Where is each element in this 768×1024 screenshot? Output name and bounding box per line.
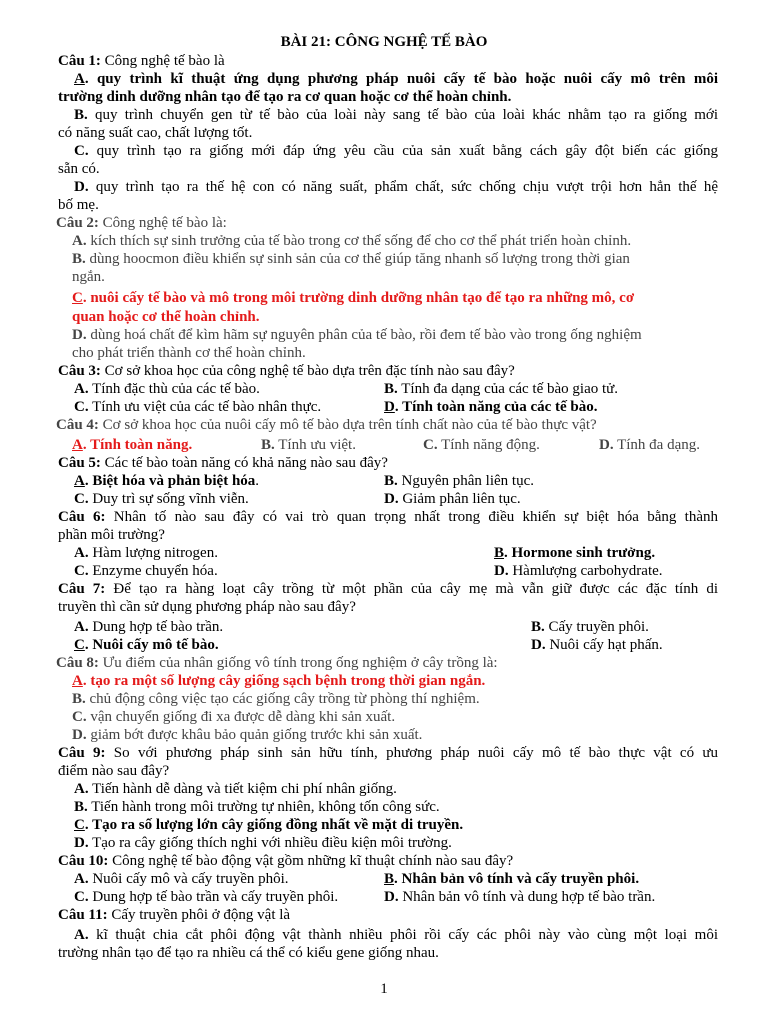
question-6-stem-cont: phần môi trường?	[58, 527, 165, 543]
q1-option-d-cont: bố mẹ.	[58, 197, 99, 213]
q10-option-c: C. Dung hợp tế bào trần và cấy truyền phôi.	[74, 889, 339, 905]
question-7-stem-cont: truyền thì cần sử dụng phương pháp nào sau đây?	[58, 599, 356, 615]
q1-option-a-cont: trường dinh dưỡng nhân tạo để tạo ra cơ quan hoặc cơ thể hoàn chỉnh.	[58, 89, 512, 105]
q4-option-c: C. Tính năng động.	[423, 437, 540, 453]
question-11-stem: Câu 11: Cấy truyền phôi ở động vật là	[58, 907, 291, 923]
q3-option-a: A. Tính đặc thù của các tế bào.	[74, 381, 260, 397]
question-3-stem: Câu 3: Cơ sở khoa học của công nghệ tế bào dựa trên đặc tính nào sau đây?	[58, 363, 515, 379]
question-4-stem: Câu 4: Cơ sở khoa học của nuôi cấy mô tế bào dựa trên tính chất nào của tế bào thực vật?	[56, 417, 597, 433]
q5-option-a: A. Biệt hóa và phản biệt hóa.	[74, 473, 260, 489]
q9-option-c: C. Tạo ra số lượng lớn cây giống đồng nhất về mặt di truyền.	[74, 817, 464, 833]
q1-option-a: A. quy trình kĩ thuật ứng dụng phương pháp nuôi cấy tế bào hoặc nuôi cấy mô trên môi	[74, 71, 718, 87]
q1-option-c: C. quy trình tạo ra giống mới đáp ứng yêu cầu của sản xuất bằng cách gây đột biến các giống	[74, 143, 719, 159]
q8-option-a: A. tạo ra một số lượng cây giống sạch bệnh trong thời gian ngắn.	[72, 673, 486, 689]
q5-option-d: D. Giảm phân liên tục.	[384, 491, 521, 507]
q3-option-c: C. Tính ưu việt của các tế bào nhân thực.	[74, 399, 322, 415]
q1-option-c-cont: sẵn có.	[58, 161, 100, 177]
q2-option-b: B. dùng hoocmon điều khiển sự sinh sản của cơ thể giúp tăng nhanh số lượng trong thời gian	[72, 251, 630, 267]
q6-option-b: B. Hormone sinh trưởng.	[494, 545, 656, 561]
q3-option-d: D. Tính toàn năng của các tế bào.	[384, 399, 598, 415]
q6-option-c: C. Enzyme chuyển hóa.	[74, 563, 218, 579]
q7-option-c: C. Nuôi cấy mô tế bào.	[74, 637, 219, 653]
q6-option-d: D. Hàmlượng carbohydrate.	[494, 563, 663, 579]
q7-option-b: B. Cấy truyền phôi.	[531, 619, 649, 635]
q2-option-c-cont: quan hoặc cơ thể hoàn chỉnh.	[72, 309, 260, 325]
question-9-stem: Câu 9: So với phương pháp sinh sản hữu tính, phương pháp nuôi cấy mô tế bào thực vật có ưu	[58, 745, 719, 761]
q9-option-b: B. Tiến hành trong môi trường tự nhiên, không tốn công sức.	[74, 799, 440, 815]
q2-option-c: C. nuôi cấy tế bào và mô trong môi trường dinh dưỡng nhân tạo để tạo ra những mô, cơ	[72, 290, 635, 306]
question-2-stem: Câu 2: Công nghệ tế bào là:	[56, 215, 227, 231]
q8-option-c: C. vận chuyển giống đi xa được dễ dàng khi sản xuất.	[72, 709, 396, 725]
question-8-stem: Câu 8: Ưu điểm của nhân giống vô tính trong ống nghiệm ở cây trồng là:	[56, 655, 498, 671]
q1-option-b: B. quy trình chuyển gen từ tế bào của loài này sang tế bào của loài khác nhằm tạo ra giống mới	[74, 107, 719, 123]
q7-option-d: D. Nuôi cấy hạt phấn.	[531, 637, 663, 653]
q1-option-b-cont: có năng suất cao, chất lượng tốt.	[58, 125, 253, 141]
q2-option-d: D. dùng hoá chất để kìm hãm sự nguyên phân của tế bào, rồi đem tế bào vào trong ống nghiệm	[72, 327, 642, 343]
q8-option-d: D. giảm bớt được khâu bảo quản giống trước khi sản xuất.	[72, 727, 423, 743]
q9-option-a: A. Tiến hành dễ dàng và tiết kiệm chi phí nhân giống.	[74, 781, 397, 797]
q2-option-b-cont: ngắn.	[72, 269, 105, 285]
q4-option-d: D. Tính đa dạng.	[599, 437, 700, 453]
q11-option-a-cont: trường nhân tạo để tạo ra nhiều cá thể có kiểu gene giống nhau.	[58, 945, 439, 961]
q10-option-d: D. Nhân bản vô tính và dung hợp tế bào trần.	[384, 889, 656, 905]
q2-option-d-cont: cho phát triển thành cơ thể hoàn chỉnh.	[72, 345, 306, 361]
q10-option-a: A. Nuôi cấy mô và cấy truyền phôi.	[74, 871, 289, 887]
q3-option-b: B. Tính đa dạng của các tế bào giao tử.	[384, 381, 619, 397]
q7-option-a: A. Dung hợp tế bào trần.	[74, 619, 224, 635]
q4-option-b: B. Tính ưu việt.	[261, 437, 356, 453]
q9-option-d: D. Tạo ra cây giống thích nghi với nhiều điều kiện môi trường.	[74, 835, 452, 851]
page-title: BÀI 21: CÔNG NGHỆ TẾ BÀO	[280, 34, 488, 50]
q1-option-d: D. quy trình tạo ra thế hệ con có năng suất, phẩm chất, sức chống chịu vượt trội hơn hẳn thế hệ	[74, 179, 718, 195]
q6-option-a: A. Hàm lượng nitrogen.	[74, 545, 218, 561]
q8-option-b: B. chủ động công việc tạo các giống cây trồng từ phòng thí nghiệm.	[72, 691, 480, 707]
q4-option-a: A. Tính toàn năng.	[72, 437, 193, 453]
question-9-stem-cont: điểm nào sau đây?	[58, 763, 170, 779]
question-1-stem: Câu 1: Công nghệ tế bào là	[58, 53, 225, 69]
q2-option-a: A. kích thích sự sinh trưởng của tế bào trong cơ thể sống để cho cơ thể phát triển hoàn chỉnh.	[72, 233, 632, 249]
question-5-stem: Câu 5: Các tế bào toàn năng có khả năng nào sau đây?	[58, 455, 388, 471]
question-6-stem: Câu 6: Nhân tố nào sau đây có vai trò quan trọng nhất trong điều khiển sự biệt hóa bằng thành	[58, 509, 718, 525]
question-10-stem: Câu 10: Công nghệ tế bào động vật gồm những kĩ thuật chính nào sau đây?	[58, 853, 514, 869]
page-number: 1	[380, 981, 388, 997]
q5-option-c: C. Duy trì sự sống vĩnh viễn.	[74, 491, 249, 507]
q5-option-b: B. Nguyên phân liên tục.	[384, 473, 534, 489]
q10-option-b: B. Nhân bản vô tính và cấy truyền phôi.	[384, 871, 640, 887]
q11-option-a: A. kĩ thuật chia cắt phôi động vật thành nhiều phôi rồi cấy các phôi này vào cùng một loại môi	[74, 927, 718, 943]
question-7-stem: Câu 7: Để tạo ra hàng loạt cây trồng từ một phần của cây mẹ mà vẫn giữ được các đặc tính di	[58, 581, 718, 597]
